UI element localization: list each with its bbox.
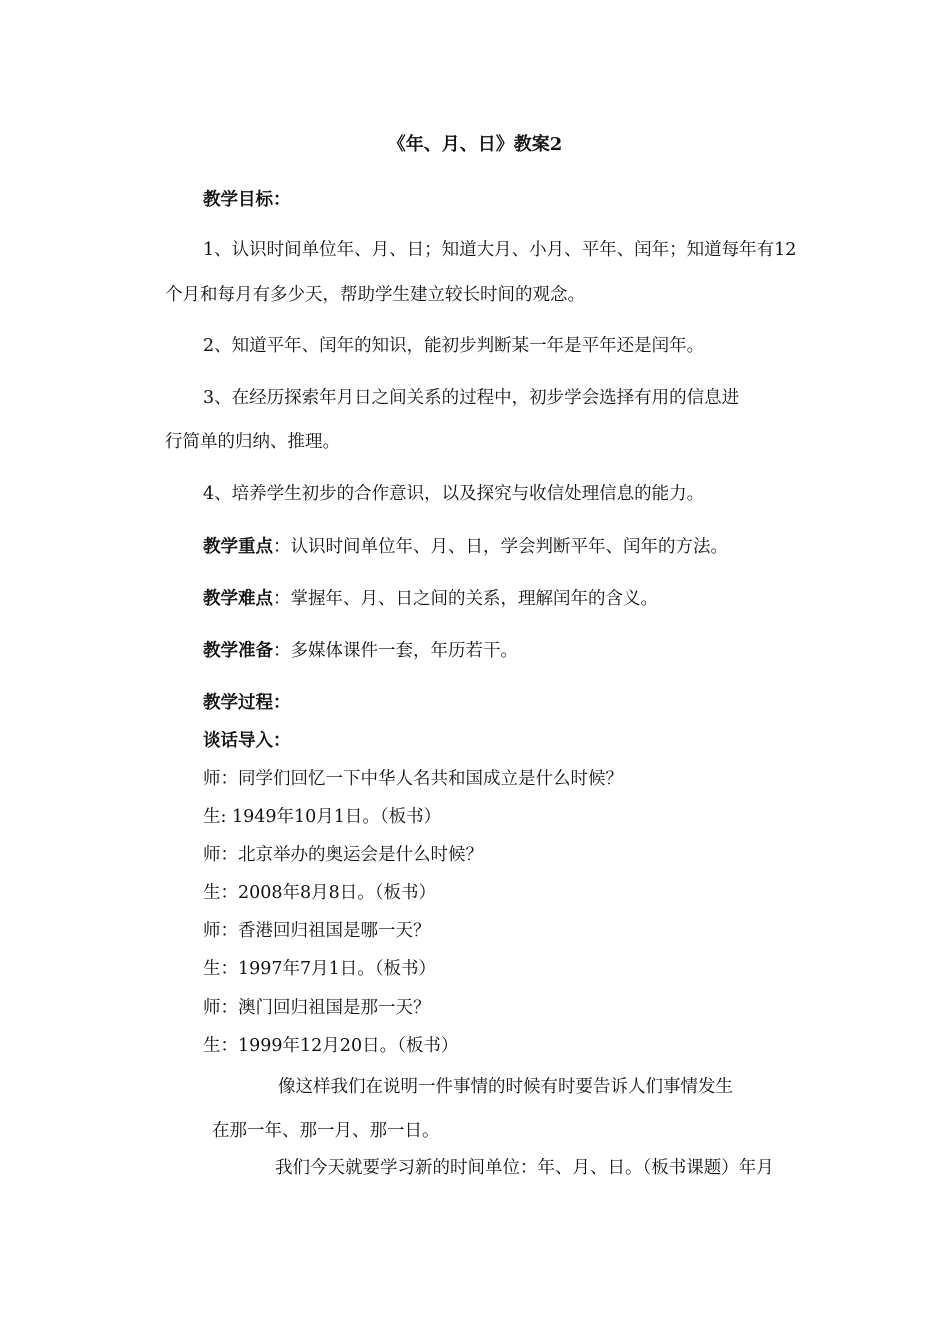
intro-heading: 谈话导入： (203, 731, 291, 751)
goal-item-2: 2、知道平年、闰年的知识，能初步判断某一年是平年还是闰年。 (203, 336, 705, 356)
dialogue-line: 生：1999年12月20日。（板书） (203, 1036, 459, 1056)
preparation-text: ：多媒体课件一套，年历若干。 (273, 641, 518, 661)
paragraph-1-line-2: 在那一年、那一月、那一日。 (212, 1121, 440, 1141)
goal-item-3-line-2: 行简单的归纳、推理。 (165, 432, 340, 452)
dialogue-line: 师：北京举办的奥运会是什么时候？ (203, 845, 483, 865)
paragraph-2-line-1: 我们今天就要学习新的时间单位：年、月、日。（板书课题）年月 (275, 1158, 774, 1178)
difficulties-label: 教学难点 (203, 589, 273, 609)
goal-item-3-line-1: 3、在经历探索年月日之间关系的过程中，初步学会选择有用的信息进 (203, 388, 740, 408)
document-title: 《年、月、日》教案2 (387, 134, 563, 155)
dialogue-line: 师：同学们回忆一下中华人名共和国成立是什么时候？ (203, 769, 623, 789)
goal-item-4: 4、培养学生初步的合作意识，以及探究与收信处理信息的能力。 (203, 484, 705, 504)
dialogue-line: 生: 1949年10月1日。（板书） (203, 807, 442, 827)
difficulties (203, 591, 658, 609)
dialogue-line: 生：1997年7月1日。（板书） (203, 959, 437, 979)
dialogue-line: 师：香港回归祖国是哪一天？ (203, 921, 431, 941)
goal-item-1-line-1: 1、认识时间单位年、月、日；知道大月、小月、平年、闰年；知道每年有12 (203, 240, 797, 260)
preparation-label: 教学准备 (203, 641, 273, 661)
dialogue-line: 生：2008年8月8日。（板书） (203, 883, 437, 903)
preparation (203, 643, 518, 661)
dialogue-line: 师：澳门回归祖国是那一天？ (203, 998, 431, 1018)
key-points-label: 教学重点 (203, 537, 273, 557)
paragraph-1-line-1: 像这样我们在说明一件事情的时候有时要告诉人们事情发生 (278, 1077, 733, 1097)
difficulties-text: ：掌握年、月、日之间的关系，理解闰年的含义。 (273, 589, 658, 609)
process-heading: 教学过程： (203, 693, 291, 713)
goals-heading: 教学目标： (203, 190, 291, 210)
goal-item-1-line-2: 个月和每月有多少天，帮助学生建立较长时间的观念。 (165, 285, 585, 305)
key-points-text: ：认识时间单位年、月、日，学会判断平年、闰年的方法。 (273, 537, 728, 557)
key-points (203, 539, 728, 557)
